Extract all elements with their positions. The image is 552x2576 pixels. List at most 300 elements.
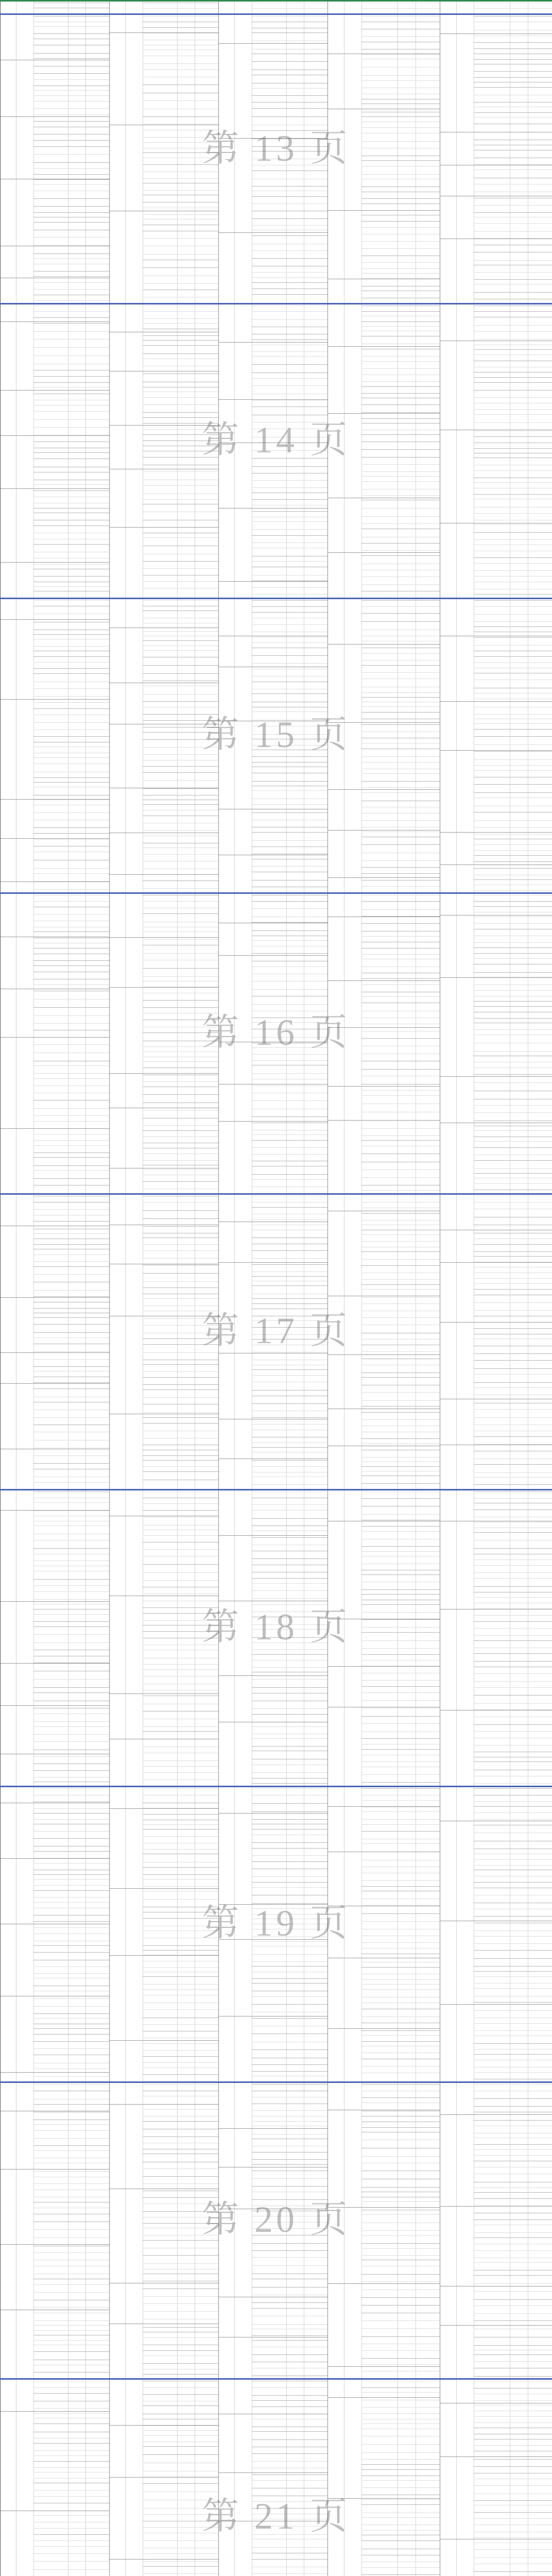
table-row — [474, 1190, 552, 1193]
table-row — [474, 2473, 552, 2479]
table-row — [361, 306, 440, 311]
table-row — [361, 1506, 440, 1514]
table-row — [474, 958, 552, 964]
table-row — [252, 28, 327, 32]
table-row — [474, 673, 552, 680]
table-row — [143, 1731, 218, 1739]
group-separator — [1, 699, 109, 700]
table-row — [361, 1259, 440, 1265]
table-row — [33, 1687, 109, 1692]
table-row — [474, 1849, 552, 1854]
table-row — [361, 2187, 440, 2192]
table-row — [474, 2182, 552, 2188]
table-row — [33, 2553, 109, 2561]
table-row — [474, 36, 552, 42]
table-row — [474, 1943, 552, 1950]
table-row — [252, 1334, 327, 1339]
table-row — [474, 1653, 552, 1661]
table-row — [33, 484, 109, 490]
table-rule — [234, 15, 235, 303]
table-row — [143, 1719, 218, 1726]
table-column-group — [440, 15, 552, 303]
table-row — [474, 1018, 552, 1023]
table-row — [33, 1086, 109, 1093]
table-row — [361, 1843, 440, 1852]
table-row — [143, 2492, 218, 2500]
table-row — [361, 2084, 440, 2091]
table-row — [252, 663, 327, 669]
table-row — [361, 653, 440, 660]
group-separator — [328, 980, 440, 981]
table-row — [143, 1466, 218, 1471]
table-row — [33, 2274, 109, 2279]
group-separator — [440, 2206, 552, 2207]
table-row — [474, 132, 552, 140]
table-row — [474, 663, 552, 668]
table-row — [474, 1155, 552, 1160]
group-separator — [1, 838, 109, 839]
table-row — [252, 2480, 327, 2488]
table-row — [252, 2475, 327, 2480]
group-separator — [328, 1666, 440, 1667]
group-separator — [1, 1510, 109, 1511]
table-row — [33, 2124, 109, 2130]
group-separator — [328, 830, 440, 831]
table-row — [252, 2004, 327, 2012]
table-row — [33, 452, 109, 459]
table-row — [474, 140, 552, 145]
table-row — [143, 1189, 218, 1193]
table-row — [474, 1360, 552, 1368]
table-row — [474, 1278, 552, 1283]
table-row — [361, 1640, 440, 1648]
table-row — [361, 1564, 440, 1570]
table-row — [252, 840, 327, 846]
table-row — [474, 158, 552, 164]
table-row — [33, 651, 109, 656]
table-row — [143, 2067, 218, 2074]
table-row — [361, 1989, 440, 1997]
table-row — [143, 2024, 218, 2031]
table-row — [33, 2503, 109, 2511]
table-row — [33, 1388, 109, 1397]
table-row — [33, 2450, 109, 2455]
table-row — [474, 107, 552, 112]
table-row — [33, 448, 109, 452]
table-row — [143, 2062, 218, 2067]
table-row — [474, 1745, 552, 1752]
table-row — [143, 1103, 218, 1110]
table-row — [361, 712, 440, 719]
table-row — [143, 1027, 218, 1032]
table-row — [252, 306, 327, 311]
group-separator — [440, 977, 552, 978]
table-row — [252, 41, 327, 49]
table-row — [252, 637, 327, 642]
table-row — [33, 1332, 109, 1337]
table-row — [252, 282, 327, 289]
document-page — [0, 892, 552, 1193]
table-row — [361, 702, 440, 706]
table-row — [252, 1545, 327, 1551]
table-row — [143, 499, 218, 504]
table-row — [143, 1094, 218, 1103]
table-row — [252, 1196, 327, 1202]
table-row — [474, 1006, 552, 1012]
table-row — [252, 648, 327, 655]
table-row — [252, 1972, 327, 1978]
table-row — [361, 792, 440, 801]
table-row — [33, 39, 109, 45]
table-row — [474, 2270, 552, 2275]
table-row — [33, 722, 109, 730]
table-row — [474, 16, 552, 22]
table-row — [361, 543, 440, 550]
table-row — [361, 1891, 440, 1899]
table-row — [33, 1140, 109, 1145]
table-row — [33, 442, 109, 448]
table-row — [361, 923, 440, 931]
table-column-group — [327, 2083, 440, 2378]
table-row — [143, 631, 218, 636]
group-separator — [328, 413, 440, 414]
table-row — [252, 1086, 327, 1093]
table-row — [474, 170, 552, 178]
table-row — [252, 2488, 327, 2496]
table-column-group — [0, 1195, 109, 1489]
table-row — [33, 154, 109, 162]
table-row — [143, 2104, 218, 2109]
table-row — [252, 1835, 327, 1842]
table-row — [143, 561, 218, 568]
table-row — [143, 109, 218, 116]
table-row — [33, 2063, 109, 2069]
table-row — [143, 2426, 218, 2430]
table-row — [474, 465, 552, 470]
table-row — [474, 972, 552, 977]
table-row — [361, 1673, 440, 1680]
table-row — [33, 1642, 109, 1650]
table-row — [474, 42, 552, 48]
group-separator — [1, 116, 109, 117]
table-row — [143, 1075, 218, 1081]
table-row — [33, 2130, 109, 2138]
table-row — [474, 1256, 552, 1262]
table-row — [33, 1526, 109, 1534]
table-row — [252, 946, 327, 953]
table-column-group — [218, 1195, 327, 1489]
table-row — [252, 2519, 327, 2526]
table-row — [474, 292, 552, 299]
table-row — [252, 2324, 327, 2329]
table-row — [361, 1589, 440, 1594]
table-row — [361, 2179, 440, 2187]
table-row — [143, 1020, 218, 1027]
table-row — [33, 622, 109, 630]
table-row — [252, 930, 327, 936]
table-row — [143, 2345, 218, 2350]
table-row — [252, 2514, 327, 2519]
table-row — [143, 1849, 218, 1854]
table-row — [33, 347, 109, 355]
table-row — [474, 2394, 552, 2400]
table-row — [361, 1325, 440, 1333]
table-row — [143, 1601, 218, 1607]
table-row — [361, 2163, 440, 2171]
table-row — [143, 172, 218, 178]
table-row — [361, 112, 440, 116]
table-row — [474, 2138, 552, 2144]
table-row — [33, 1115, 109, 1121]
table-row — [252, 54, 327, 61]
table-row — [143, 831, 218, 836]
table-row — [33, 405, 109, 411]
group-separator — [1, 1128, 109, 1129]
table-row — [474, 1757, 552, 1761]
table-row — [143, 471, 218, 480]
table-row — [252, 2206, 327, 2211]
table-row — [252, 2335, 327, 2340]
table-row — [33, 630, 109, 634]
table-row — [361, 2436, 440, 2444]
table-row — [361, 22, 440, 29]
table-row — [33, 2197, 109, 2202]
table-row — [474, 1709, 552, 1717]
table-row — [252, 521, 327, 529]
table-row — [474, 2098, 552, 2106]
table-row — [33, 2024, 109, 2028]
table-row — [361, 2223, 440, 2230]
table-row — [474, 2155, 552, 2161]
table-row — [252, 543, 327, 548]
table-column-group — [109, 894, 218, 1193]
table-row — [361, 916, 440, 923]
table-row — [474, 1295, 552, 1302]
table-row — [143, 1471, 218, 1480]
table-row — [143, 359, 218, 366]
table-row — [252, 2243, 327, 2250]
table-row — [252, 171, 327, 179]
table-row — [252, 612, 327, 618]
table-row — [474, 488, 552, 494]
table-row — [33, 634, 109, 639]
table-row — [252, 511, 327, 517]
table-column-group — [109, 1787, 218, 2081]
table-row — [143, 1298, 218, 1306]
table-row — [252, 2274, 327, 2279]
table-row — [474, 1540, 552, 1548]
table-row — [143, 45, 218, 49]
table-row — [361, 1104, 440, 1112]
table-row — [143, 727, 218, 732]
table-row — [474, 551, 552, 557]
table-row — [361, 1120, 440, 1128]
table-row — [474, 361, 552, 367]
table-row — [143, 646, 218, 650]
table-row — [143, 2463, 218, 2471]
table-row — [33, 271, 109, 276]
table-row — [33, 1344, 109, 1351]
table-row — [474, 112, 552, 117]
table-row — [33, 16, 109, 22]
table-row — [361, 2148, 440, 2156]
table-row — [143, 772, 218, 780]
table-row — [474, 1459, 552, 1464]
table-row — [252, 594, 327, 598]
table-row — [474, 1761, 552, 1770]
table-row — [33, 2158, 109, 2163]
table-row — [252, 1147, 327, 1154]
table-row — [33, 2335, 109, 2340]
table-row — [361, 2035, 440, 2041]
table-row — [143, 1377, 218, 1384]
table-row — [474, 2144, 552, 2149]
table-row — [474, 2030, 552, 2036]
table-row — [474, 2258, 552, 2262]
table-row — [33, 1202, 109, 1209]
table-row — [252, 1895, 327, 1903]
table-row — [143, 397, 218, 404]
table-row — [143, 70, 218, 77]
table-row — [361, 2243, 440, 2248]
table-row — [33, 2284, 109, 2292]
table-row — [33, 2183, 109, 2190]
table-row — [474, 1788, 552, 1795]
table-row — [474, 377, 552, 382]
table-row — [361, 2562, 440, 2567]
table-row — [361, 457, 440, 464]
table-row — [361, 386, 440, 393]
table-row — [33, 960, 109, 965]
table-row — [143, 142, 218, 148]
table-row — [33, 1734, 109, 1741]
table-row — [143, 1281, 218, 1287]
table-row — [143, 2435, 218, 2442]
table-row — [361, 529, 440, 537]
group-separator — [1, 619, 109, 620]
table-row — [143, 665, 218, 673]
table-rule — [125, 599, 126, 892]
table-row — [474, 2368, 552, 2376]
table-row — [143, 2003, 218, 2009]
table-row — [143, 760, 218, 766]
document-page — [0, 1193, 552, 1489]
table-row — [474, 1484, 552, 1489]
table-row — [33, 1282, 109, 1290]
table-row — [33, 3, 109, 8]
table-row — [252, 218, 327, 225]
table-row — [143, 1760, 218, 1766]
table-row — [361, 613, 440, 621]
table-row — [474, 929, 552, 936]
table-row — [474, 1532, 552, 1540]
table-row — [252, 1202, 327, 1207]
table-row — [33, 552, 109, 558]
table-row — [361, 1899, 440, 1905]
table-row — [33, 1808, 109, 1813]
table-row — [143, 2121, 218, 2129]
table-row — [252, 1572, 327, 1578]
table-row — [252, 1466, 327, 1472]
table-row — [252, 2121, 327, 2126]
table-row — [143, 623, 218, 631]
table-row — [361, 901, 440, 909]
table-row — [474, 917, 552, 923]
table-row — [361, 1162, 440, 1170]
table-row — [474, 1597, 552, 1603]
table-row — [252, 1738, 327, 1746]
table-row — [143, 152, 218, 158]
table-row — [474, 885, 552, 890]
table-row — [252, 1258, 327, 1264]
table-row — [361, 16, 440, 22]
table-row — [361, 1359, 440, 1365]
table-row — [474, 2232, 552, 2238]
table-row — [252, 1309, 327, 1316]
table-row — [33, 1371, 109, 1377]
table-row — [143, 1542, 218, 1549]
table-row — [252, 2362, 327, 2368]
table-row — [33, 134, 109, 140]
table-row — [361, 577, 440, 584]
table-row — [361, 2274, 440, 2281]
table-row — [474, 1328, 552, 1334]
table-row — [474, 2291, 552, 2299]
table-row — [33, 2472, 109, 2478]
table-row — [474, 1988, 552, 1996]
table-row — [252, 2287, 327, 2295]
table-row — [474, 594, 552, 598]
table-rule — [234, 894, 235, 1193]
table-row — [33, 8, 109, 13]
table-row — [361, 1867, 440, 1873]
table-row — [143, 788, 218, 795]
table-row — [33, 1239, 109, 1244]
table-row — [143, 681, 218, 686]
table-row — [143, 2056, 218, 2062]
group-separator — [440, 1262, 552, 1263]
table-row — [33, 90, 109, 95]
table-row — [361, 2350, 440, 2358]
table-row — [474, 367, 552, 372]
table-row — [33, 317, 109, 323]
table-row — [143, 2500, 218, 2508]
table-row — [361, 1732, 440, 1738]
table-row — [474, 777, 552, 784]
table-row — [252, 1855, 327, 1861]
table-row — [361, 1038, 440, 1046]
table-row — [474, 1841, 552, 1849]
table-row — [474, 2428, 552, 2434]
table-row — [143, 1976, 218, 1984]
table-row — [361, 36, 440, 42]
table-row — [252, 487, 327, 493]
table-row — [33, 1128, 109, 1134]
table-row — [474, 912, 552, 917]
table-row — [474, 2023, 552, 2030]
table-row — [33, 1604, 109, 1609]
table-row — [33, 972, 109, 979]
table-column-group — [327, 894, 440, 1193]
table-row — [361, 1400, 440, 1406]
table-row — [474, 1334, 552, 1338]
table-row — [33, 1108, 109, 1115]
table-row — [33, 1440, 109, 1448]
table-row — [143, 2096, 218, 2104]
table-row — [361, 2290, 440, 2297]
table-row — [252, 1154, 327, 1161]
group-separator — [219, 1904, 327, 1905]
